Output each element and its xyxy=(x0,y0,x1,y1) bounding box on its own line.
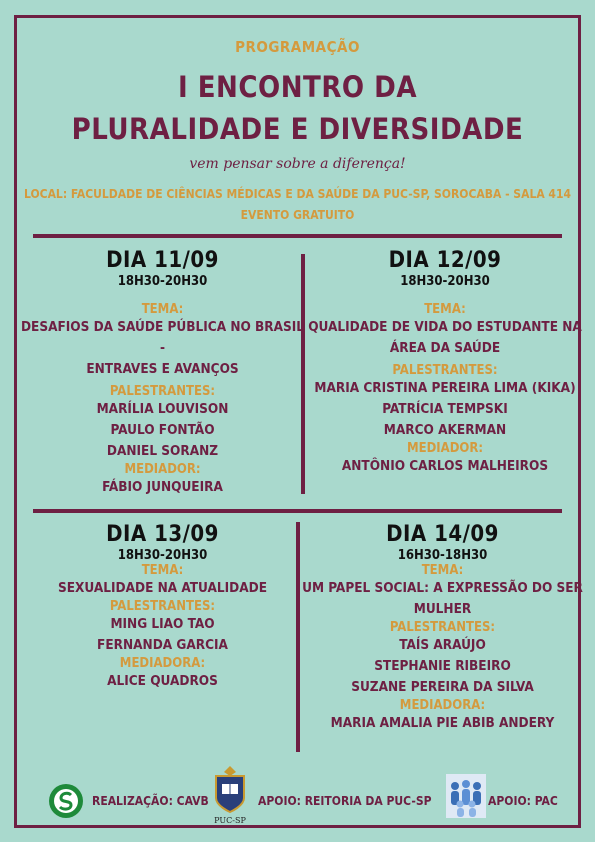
tema-line: ENTRAVES E AVANÇOS xyxy=(86,361,239,377)
tema-line: DESAFIOS DA SAÚDE PÚBLICA NO BRASIL - xyxy=(20,319,305,356)
tema-label: TEMA: xyxy=(421,563,464,578)
apoio-pac-text: APOIO: PAC xyxy=(488,794,558,808)
day-time: 16H30-18H30 xyxy=(397,548,488,563)
speaker-name: PAULO FONTÃO xyxy=(110,422,215,438)
speaker-name: SUZANE PEREIRA DA SILVA xyxy=(351,679,534,695)
divider-top xyxy=(33,234,562,238)
puc-sp-crest xyxy=(208,764,252,826)
mediator-name: ALICE QUADROS xyxy=(107,673,218,689)
mediadora-label: MEDIADORA: xyxy=(399,698,486,713)
cavb-logo xyxy=(48,783,84,819)
tema-label: TEMA: xyxy=(141,302,184,317)
mediador-label: MEDIADOR: xyxy=(406,441,484,456)
mediator-name: FÁBIO JUNQUEIRA xyxy=(102,479,223,495)
day-time: 18H30-20H30 xyxy=(117,274,208,289)
mediador-label: MEDIADOR: xyxy=(124,462,201,477)
day-time: 18H30-20H30 xyxy=(117,548,208,563)
speaker-name: MARÍLIA LOUVISON xyxy=(96,401,229,417)
palestrantes-label: PALESTRANTES: xyxy=(109,384,216,399)
tema-label: TEMA: xyxy=(141,563,184,578)
title-line-2: PLURALIDADE E DIVERSIDADE xyxy=(71,112,524,146)
day-block-13-09 xyxy=(30,522,295,692)
day-block-11-09 xyxy=(20,248,305,498)
palestrantes-label: PALESTRANTES: xyxy=(109,599,216,614)
realizacao-text: REALIZAÇÃO: CAVB xyxy=(92,794,209,808)
day-block-12-09 xyxy=(305,248,585,477)
speaker-name: TAÍS ARAÚJO xyxy=(399,637,486,653)
speaker-name: MARCO AKERMAN xyxy=(383,422,507,438)
tema-line: SEXUALIDADE NA ATUALIDADE xyxy=(57,580,267,596)
subtitle: vem pensar sobre a diferença! xyxy=(189,156,406,172)
puc-sp-crest-label: PUC-SP xyxy=(214,816,246,825)
speaker-name: FERNANDA GARCIA xyxy=(97,637,228,653)
apoio-reitoria-text: APOIO: REITORIA DA PUC-SP xyxy=(258,794,432,808)
pac-logo xyxy=(446,774,486,818)
mediator-name: MARIA AMALIA PIE ABIB ANDERY xyxy=(330,715,555,731)
speaker-name: PATRÍCIA TEMPSKI xyxy=(382,401,508,417)
tema-line: UM PAPEL SOCIAL: A EXPRESSÃO DO SER xyxy=(302,580,583,596)
mediator-name: ANTÔNIO CARLOS MALHEIROS xyxy=(341,458,549,474)
divider-middle xyxy=(33,509,562,513)
mediadora-label: MEDIADORA: xyxy=(119,656,206,671)
day-time: 18H30-20H30 xyxy=(400,274,490,289)
programacao-label: PROGRAMAÇÃO xyxy=(235,38,360,56)
speaker-name: MING LIAO TAO xyxy=(110,616,215,632)
speaker-name: STEPHANIE RIBEIRO xyxy=(374,658,511,674)
tema-line: QUALIDADE DE VIDA DO ESTUDANTE NA xyxy=(308,319,582,335)
title-line-1: I ENCONTRO DA xyxy=(177,70,418,104)
free-event-text: EVENTO GRATUITO xyxy=(240,208,355,222)
day-block-14-09 xyxy=(300,522,585,734)
speaker-name: MARIA CRISTINA PEREIRA LIMA (KIKA) xyxy=(314,380,576,396)
location-text: LOCAL: FACULDADE DE CIÊNCIAS MÉDICAS E DA SAÚDE DA PUC-SP, SOROCABA - SALA 414 xyxy=(24,187,571,201)
speaker-name: DANIEL SORANZ xyxy=(106,443,219,459)
day-title: DIA 11/09 xyxy=(106,248,219,273)
palestrantes-label: PALESTRANTES: xyxy=(392,363,498,378)
tema-label: TEMA: xyxy=(424,302,466,317)
tema-line: MULHER xyxy=(413,601,472,617)
day-title: DIA 13/09 xyxy=(106,522,219,547)
palestrantes-label: PALESTRANTES: xyxy=(389,620,496,635)
tema-line: ÁREA DA SAÚDE xyxy=(389,340,501,356)
day-title: DIA 12/09 xyxy=(388,248,502,273)
day-title: DIA 14/09 xyxy=(386,522,499,547)
